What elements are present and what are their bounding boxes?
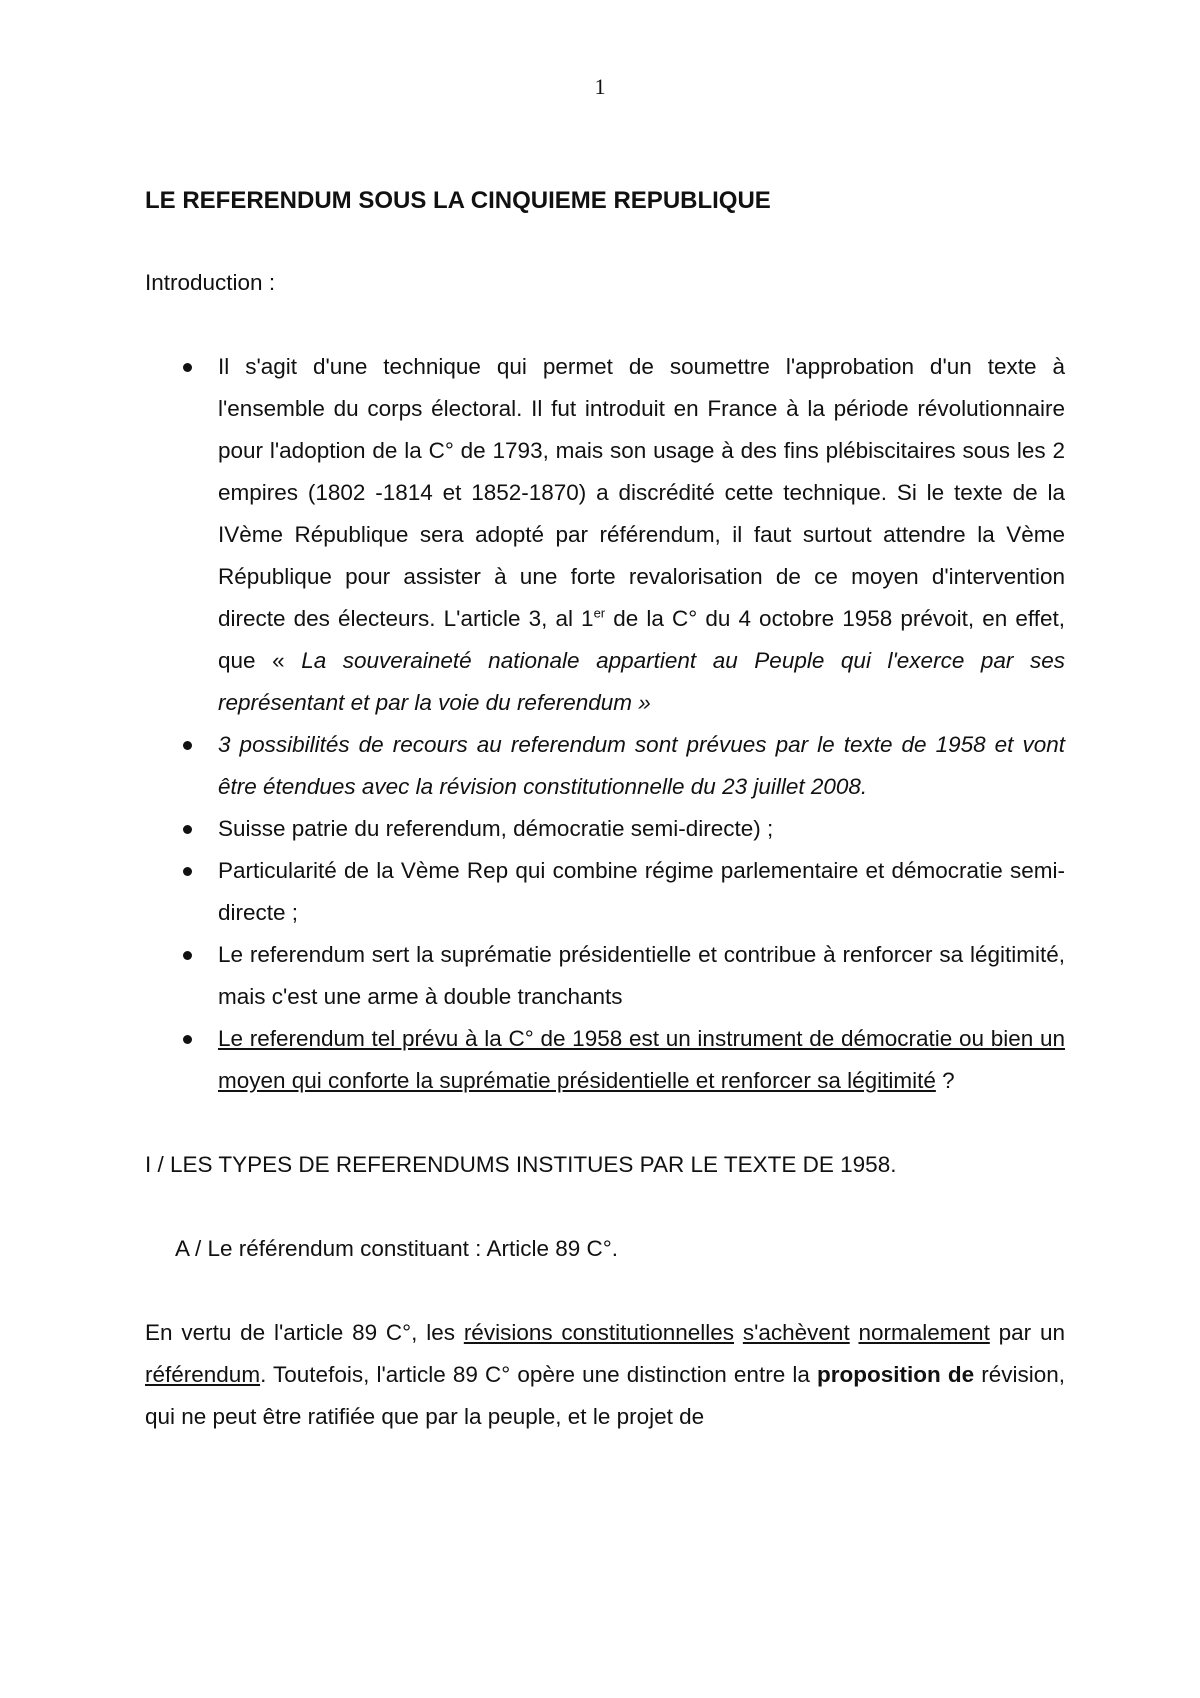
paragraph-text: par un — [989, 1320, 1065, 1345]
list-item — [145, 1018, 1065, 1102]
list-item — [145, 934, 1065, 1018]
paragraph-space — [850, 1320, 859, 1345]
introduction-label: Introduction : — [145, 270, 276, 295]
introduction-bullet-list — [145, 346, 1065, 1102]
document-title: LE REFERENDUM SOUS LA CINQUIEME REPUBLIQUE — [145, 187, 771, 214]
question-mark: ? — [935, 1068, 955, 1093]
underlined-term: normalement — [858, 1320, 990, 1345]
bullet-icon — [183, 741, 192, 750]
subsection-heading-a: A / Le référendum constituant : Article 89 C°. — [175, 1236, 618, 1261]
bullet-text-continued: de la C° du 4 octobre 1958 prévoit, en effet, que « — [218, 606, 1065, 673]
bullet-text: Suisse patrie du referendum, démocratie semi-directe) ; — [218, 816, 774, 841]
document-body — [145, 186, 1065, 1438]
bullet-icon — [183, 867, 192, 876]
bullet-icon — [183, 951, 192, 960]
paragraph-text: révision, qui ne peut être ratifiée que par la peuple, et le projet de — [145, 1362, 1065, 1429]
bullet-text: 3 possibilités de recours au referendum sont prévues par le texte de 1958 et vont être étendues avec la révision constitutionnelle du 23 juillet 2008. — [218, 732, 1065, 799]
bullet-text: Le referendum sert la suprématie présidentielle et contribue à renforcer sa légitimité, mais c'est une arme à double tranchants — [218, 942, 1065, 1009]
bold-term: proposition de — [816, 1362, 975, 1387]
list-item — [145, 850, 1065, 934]
underlined-term: révisions constitutionnelles — [463, 1320, 735, 1345]
underlined-term: s'achèvent — [742, 1320, 850, 1345]
bullet-icon — [183, 1035, 192, 1044]
list-item — [145, 346, 1065, 724]
section-heading-1: I / LES TYPES DE REFERENDUMS INSTITUES PAR LE TEXTE DE 1958. — [145, 1152, 897, 1177]
paragraph-text: En vertu de l'article 89 C°, les — [145, 1320, 464, 1345]
bullet-icon — [183, 363, 192, 372]
bullet-text: Particularité de la Vème Rep qui combine régime parlementaire et démocratie semi-directe ; — [218, 858, 1065, 925]
list-item — [145, 808, 1065, 850]
problematic-question: Le referendum tel prévu à la C° de 1958 est un instrument de démocratie ou bien un moyen qui conforte la suprématie présidentielle et renforcer sa légitimité — [218, 1026, 1065, 1093]
body-paragraph — [145, 1312, 1065, 1438]
paragraph-text: . Toutefois, l'article 89 C° opère une distinction entre la — [260, 1362, 817, 1387]
paragraph-space — [734, 1320, 743, 1345]
list-item — [145, 724, 1065, 808]
underlined-term: référendum — [145, 1362, 261, 1387]
constitution-quote: La souveraineté nationale appartient au Peuple qui l'exerce par ses représentant et par la voie du referendum » — [218, 648, 1065, 715]
page-number: 1 — [594, 74, 606, 99]
bullet-icon — [183, 825, 192, 834]
bullet-text: Il s'agit d'une technique qui permet de soumettre l'approbation d'un texte à l'ensemble du corps électoral. Il fut introduit en France à la période révolutionnaire pour l'adoption de la C° de 1793, mais son usage à des fins plébiscitaires sous les 2 empires (1802 -1814 et 1852-1870) a discrédité cette technique. Si le texte de la IVème République sera adopté par référendum, il faut surtout attendre la Vème République pour assister à une forte revalorisation de ce moyen d'intervention directe des électeurs. L'article 3, al 1 — [218, 354, 1065, 631]
superscript: er — [593, 605, 606, 621]
